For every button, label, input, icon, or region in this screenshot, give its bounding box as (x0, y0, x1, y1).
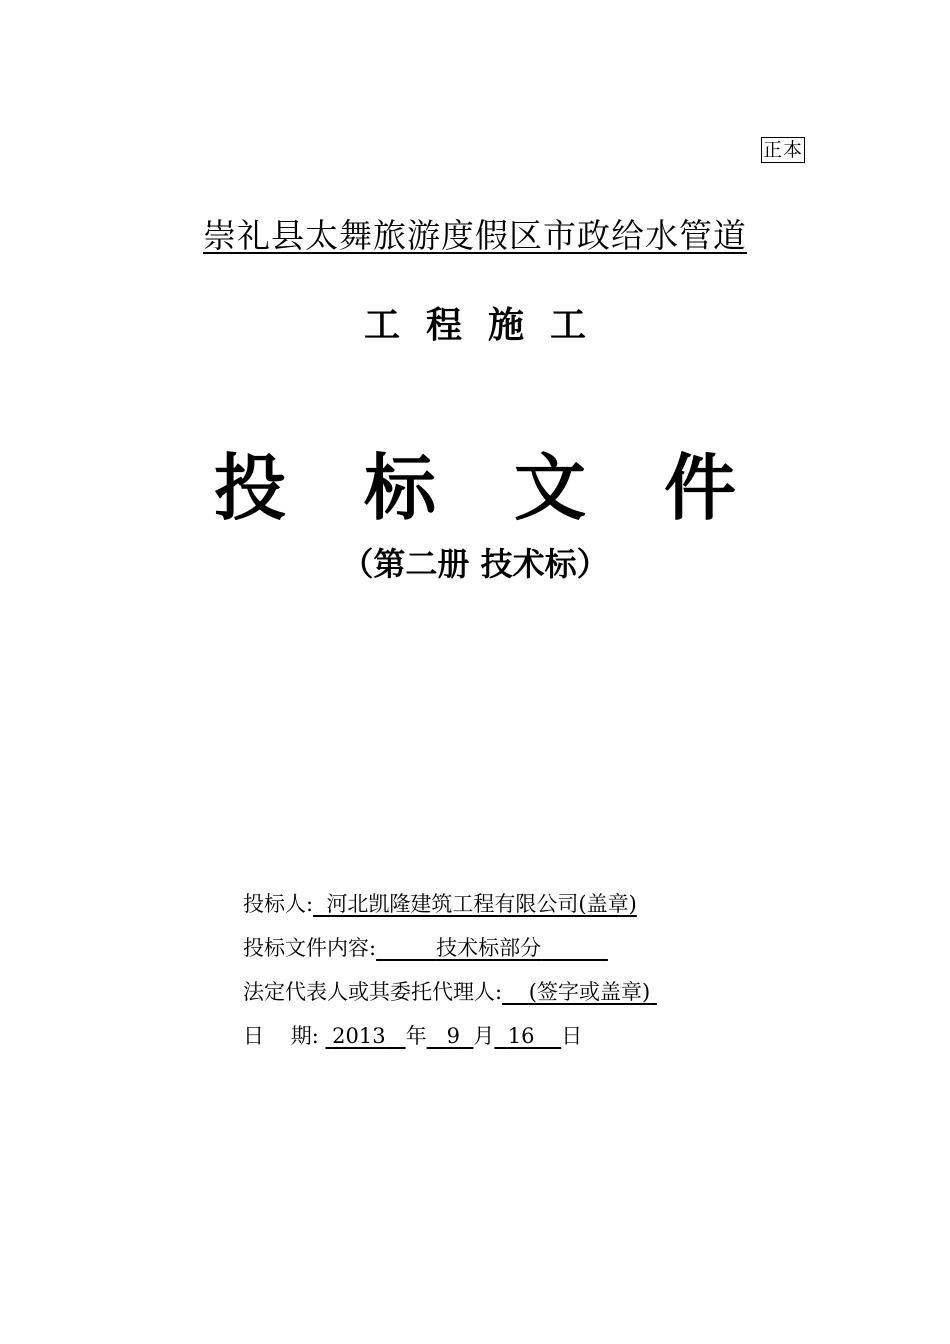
bidder-value-underline (313, 892, 637, 916)
volume-label: （第二册 技术标） (341, 545, 609, 583)
month-unit: 月 (473, 1024, 495, 1048)
original-copy-badge: 正本 (762, 139, 803, 161)
date-label: 日 期: (243, 1024, 319, 1048)
month-underline (427, 1024, 474, 1048)
project-title-text: 崇礼县太舞旅游度假区市政给水管道 (203, 216, 747, 255)
representative-row (243, 974, 843, 1018)
month-value: 9 (446, 1024, 461, 1048)
project-title (0, 214, 950, 258)
year-unit: 年 (405, 1024, 427, 1048)
content-row (243, 930, 843, 974)
date-row (243, 1018, 843, 1062)
content-value-underline (376, 936, 608, 960)
bidder-label: 投标人: (243, 892, 314, 916)
year-underline (325, 1024, 405, 1048)
content-value: 技术标部分 (436, 936, 542, 960)
content-label: 投标文件内容: (243, 936, 377, 960)
main-title: 投标文件 (213, 445, 814, 530)
day-value: 16 (507, 1024, 535, 1048)
representative-value: (签字或盖章) (528, 980, 651, 1004)
day-underline (494, 1024, 561, 1048)
representative-label: 法定代表人或其委托代理人: (243, 980, 503, 1004)
bid-info-block (243, 886, 843, 1062)
bidder-row (243, 886, 843, 930)
representative-value-underline (502, 980, 657, 1004)
subtitle: 工程施工 (363, 304, 612, 346)
bidder-value: 河北凯隆建筑工程有限公司(盖章) (326, 892, 637, 916)
day-unit: 日 (561, 1024, 583, 1048)
year-value: 2013 (332, 1024, 386, 1048)
